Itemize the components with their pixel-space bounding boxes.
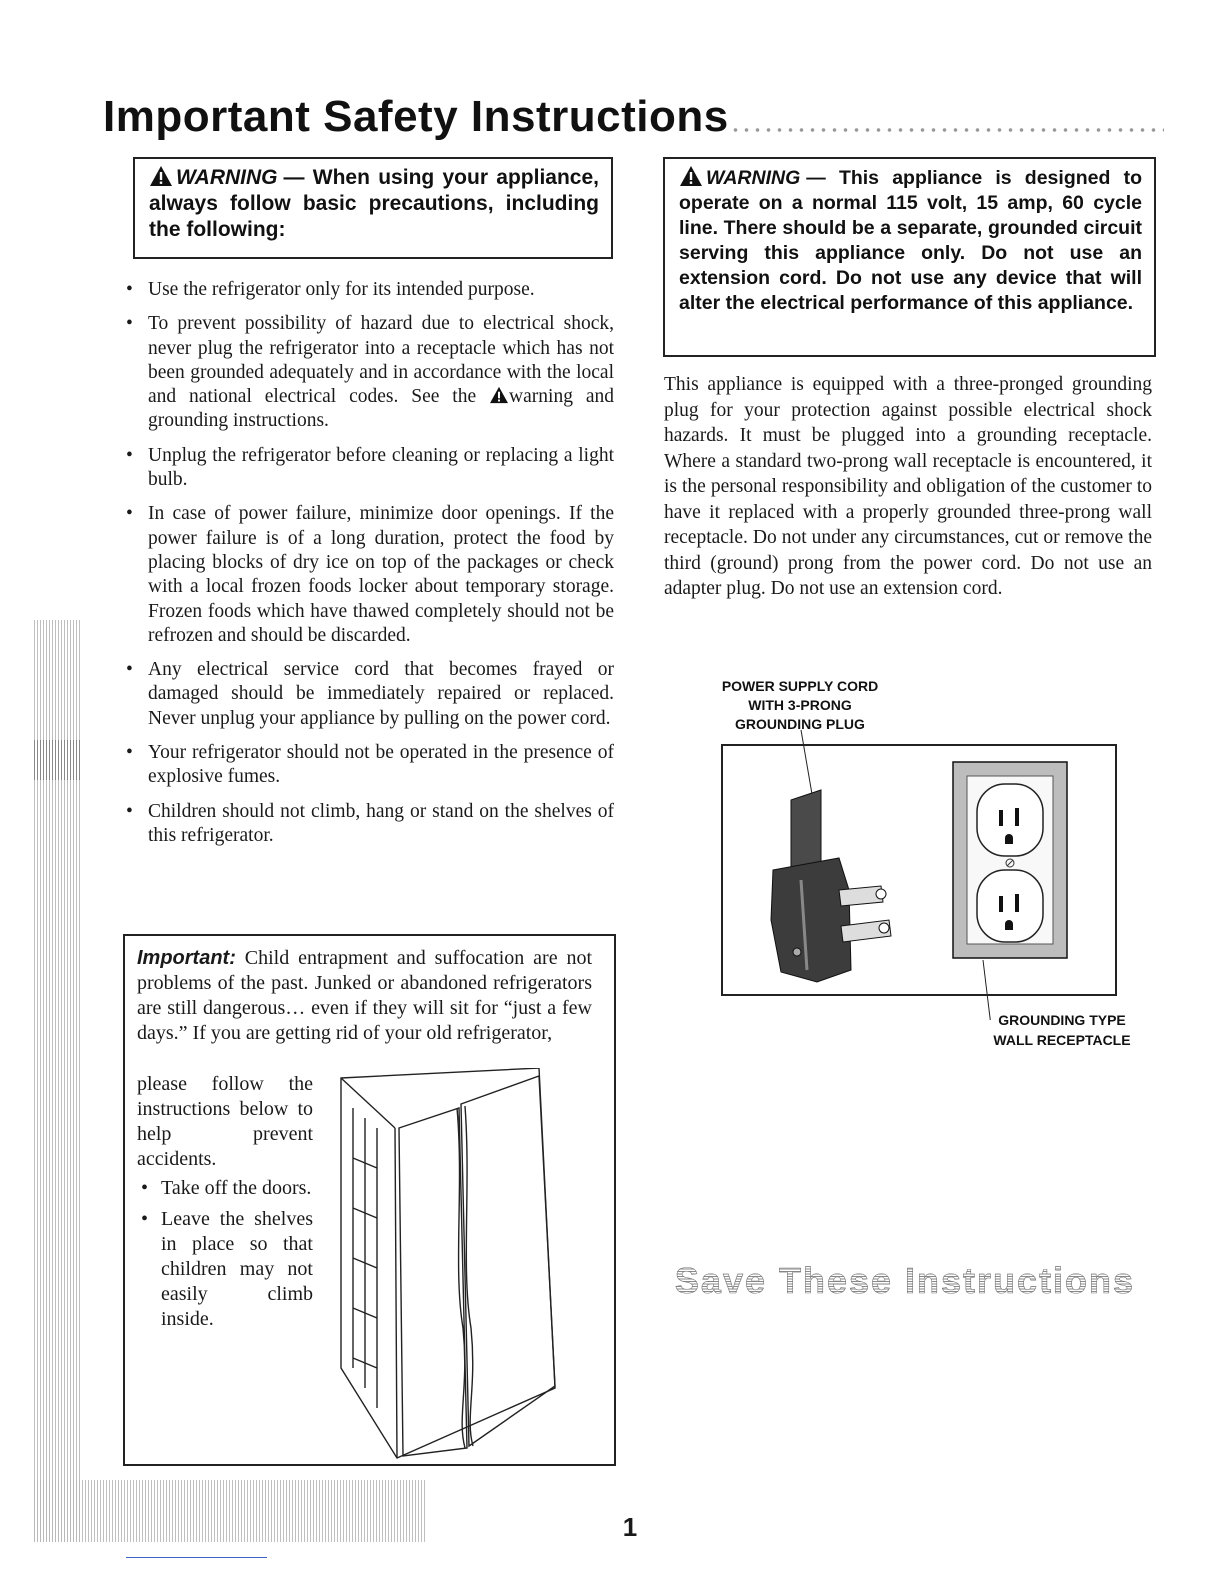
important-box: [123, 934, 616, 1466]
page-number: 1: [622, 1512, 638, 1542]
receptacle-label: GROUNDING TYPE WALL RECEPTACLE: [993, 1012, 1131, 1048]
grounding-paragraph: This appliance is equipped with a three-pronged grounding plug for your protection against possible electrical shock hazards. It must be plugged into a grounding receptacle. Where a standard two-prong wall receptacle is encountered, it is the personal responsibility and obligation of the customer to have it replaced with a properly grounded three-prong wall receptacle. Do not under any circumstances, cut or remove the third (ground) prong from the power cord. Do not use an adapter plug. Do not use an extension cord.: [664, 374, 1152, 599]
important-label: Important:: [137, 947, 236, 969]
warning-label: WARNING: [176, 166, 278, 189]
bottom-rule: [126, 1557, 267, 1558]
warning-label: WARNING: [706, 167, 801, 189]
refrigerator-illustration: [329, 1068, 609, 1460]
plug-and-receptacle-illustration: [721, 690, 1121, 1020]
cord-label: POWER SUPPLY CORD WITH 3-PRONG GROUNDING PLUG: [721, 678, 879, 732]
list-item: • Your refrigerator should not be operated in the presence of explosive fumes.: [122, 741, 614, 790]
list-item: • Use the refrigerator only for its intended purpose.: [122, 278, 614, 302]
warning-triangle-icon: [679, 165, 703, 187]
decorative-horizontal-stripe: [34, 1480, 426, 1542]
warning-left-text: — When using your appliance, always follow basic precautions, including the following:: [149, 166, 599, 241]
list-item: • Unplug the refrigerator before cleaning or replacing a light bulb.: [122, 444, 614, 493]
warning-box-left: [133, 157, 613, 259]
important-instructions: please follow the instructions below to help prevent accidents. • Take off the doors. • Leave the shelves in place so that children may not easily climb inside.: [137, 1072, 313, 1338]
warning-box-right: [663, 157, 1156, 357]
safety-bullet-list: [122, 278, 614, 858]
list-item: • Children should not climb, hang or stand on the shelves of this refrigerator.: [122, 800, 614, 849]
decorative-stripe-accent: [34, 740, 82, 780]
list-item: • To prevent possibility of hazard due to electrical shock, never plug the refrigerator into a receptacle which has not been grounded adequately and in accordance with the local and national electrical codes. See the warning and grounding instructions.: [122, 312, 614, 433]
list-item: • Any electrical service cord that becomes frayed or damaged should be immediately repaired or replaced. Never unplug your appliance by pulling on the power cord.: [122, 658, 614, 731]
warning-right-text: — This appliance is designed to operate on a normal 115 volt, 15 amp, 60 cycle line. There should be a separate, grounded circuit serving this appliance only. Do not use an extension cord. Do not use any device that will alter the electrical performance of this appliance.: [679, 167, 1142, 314]
page-title: Important Safety Instructions: [103, 92, 729, 141]
list-item: • Take off the doors.: [137, 1176, 313, 1201]
important-text: Important: Child entrapment and suffocation are not problems of the past. Junked or abandoned refrigerators are still dangerous… even if they will sit for “just a few days.” If you are getting rid of your old refrigerator,: [137, 947, 592, 1044]
list-item: • Leave the shelves in place so that children may not easily climb inside.: [137, 1207, 313, 1332]
title-dot-leader: [730, 126, 1164, 134]
warning-triangle-icon: [149, 165, 173, 187]
save-instructions-banner: Save These Instructions: [660, 1260, 1150, 1302]
warning-triangle-icon: [489, 386, 509, 404]
list-item: • In case of power failure, minimize door openings. If the power failure is of a long duration, protect the food by placing blocks of dry ice on top of the packages or check with a local frozen foods locker about temporary storage. Frozen foods which have thawed completely should not be refrozen and should be discarded.: [122, 502, 614, 648]
